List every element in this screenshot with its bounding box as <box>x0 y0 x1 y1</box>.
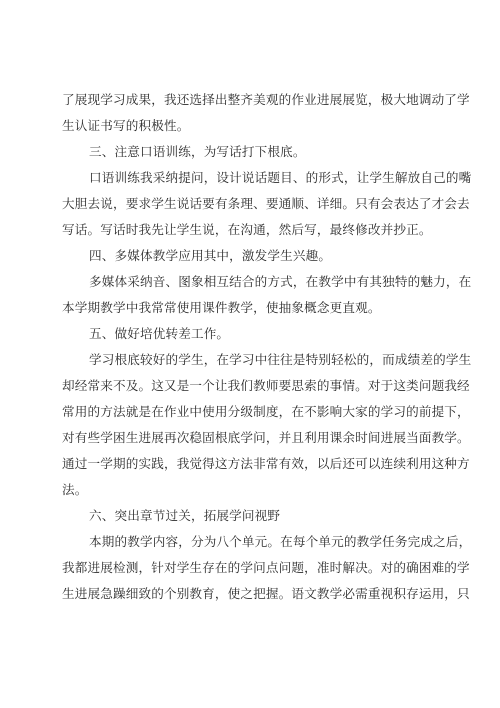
text-line: 法。 <box>62 482 88 497</box>
text-line: 写话。写话时我先让学生说，在沟通，然后写，最终修改并抄正。 <box>62 222 432 237</box>
text-line: 却经常来不及。这又是一个让我们教师要思索的事情。对于这类问题我经 <box>62 378 470 393</box>
heading-3 <box>62 139 442 165</box>
text-line: 生进展急躁细致的个别教育，使之把握。语文教学必需重视积存运用，只 <box>62 586 470 601</box>
paragraph-5 <box>62 347 472 503</box>
section-heading: 五、做好培优转差工作。 <box>89 326 230 341</box>
heading-4 <box>62 243 442 269</box>
paragraph-6 <box>62 529 472 607</box>
text-line: 常用的方法就是在作业中使用分级制度，在不影响大家的学习的前提下， <box>62 404 470 419</box>
text-line: 我都进展检测，针对学生存在的学问点问题，准时解决。对的确困难的学 <box>62 560 470 575</box>
text-line: 通过一学期的实践，我觉得这方法非常有效，以后还可以连续利用这种方 <box>62 456 470 471</box>
text-line: 口语训练我采纳提问，设计说话题目、的形式，让学生解放自己的嘴 <box>89 170 472 185</box>
text-line: 生认证书写的积极性。 <box>62 118 190 133</box>
paragraph-1 <box>62 87 470 139</box>
text-line: 对有些学困生进展再次稳固根底学问，并且利用课余时间进展当面教学。 <box>62 430 470 445</box>
text-line: 多媒体采纳音、图象相互结合的方式，在教学中有其独特的魅力，在 <box>89 274 472 289</box>
text-line: 大胆去说，要求学生说话要有条理、要通顺、详细。只有会表达了才会去 <box>62 196 470 211</box>
heading-5 <box>62 321 442 347</box>
section-heading: 四、多媒体教学应用其中，激发学生兴趣。 <box>89 248 332 263</box>
text-line: 本学期教学中我常常使用课件教学，使抽象概念更直观。 <box>62 300 381 315</box>
heading-6 <box>62 503 442 529</box>
paragraph-3 <box>62 165 472 243</box>
section-heading: 六、突出章节过关，拓展学问视野 <box>89 508 281 523</box>
section-heading: 三、注意口语训练，为写话打下根底。 <box>89 144 306 159</box>
text-line: 本期的教学内容，分为八个单元。在每个单元的教学任务完成之后， <box>89 534 472 549</box>
text-line: 学习根底较好的学生，在学习中往往是特别轻松的，而成绩差的学生 <box>89 352 472 367</box>
paragraph-4 <box>62 269 472 321</box>
text-line: 了展现学习成果，我还选择出整齐美观的作业进展展览，极大地调动了学 <box>62 92 470 107</box>
document-page <box>62 87 472 607</box>
